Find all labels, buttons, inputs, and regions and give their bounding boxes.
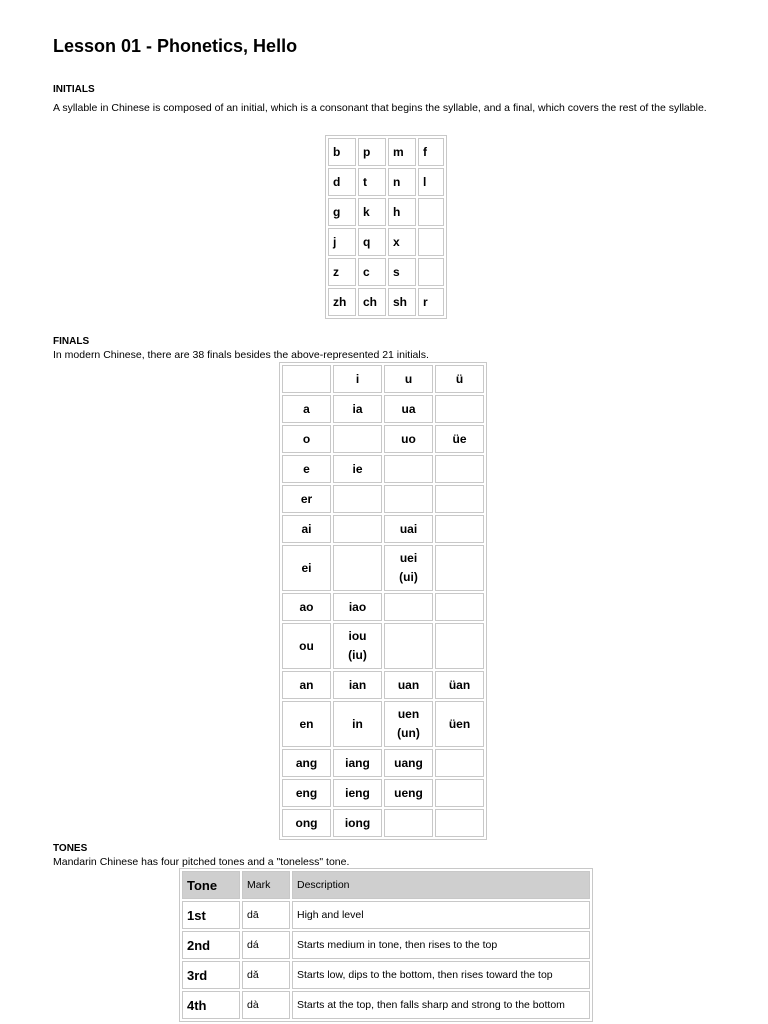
- finals-row-cell: uo: [384, 425, 433, 453]
- finals-row-cell: ua: [384, 395, 433, 423]
- finals-row-cell: [333, 545, 382, 591]
- initials-row-cell: t: [358, 168, 386, 196]
- finals-row-cell: er: [282, 485, 331, 513]
- finals-row-cell: ian: [333, 671, 382, 699]
- finals-row-cell: [282, 365, 331, 393]
- tones-cell: 1st: [182, 901, 240, 929]
- initials-row: [328, 258, 444, 286]
- finals-row-cell: ia: [333, 395, 382, 423]
- finals-row-cell: [384, 593, 433, 621]
- tones-cell: dǎ: [242, 961, 290, 989]
- finals-row-cell: iang: [333, 749, 382, 777]
- finals-row-cell: [333, 485, 382, 513]
- finals-row-cell: i: [333, 365, 382, 393]
- initials-row-cell: p: [358, 138, 386, 166]
- tones-cell: dā: [242, 901, 290, 929]
- tones-row: [182, 901, 590, 929]
- finals-row: [282, 623, 484, 669]
- tones-row: [182, 931, 590, 959]
- initials-row-cell: r: [418, 288, 444, 316]
- finals-row: [282, 425, 484, 453]
- finals-row: [282, 485, 484, 513]
- initials-row-cell: [418, 258, 444, 286]
- initials-row-cell: [418, 228, 444, 256]
- tones-cell: 3rd: [182, 961, 240, 989]
- initials-row-cell: x: [388, 228, 416, 256]
- tones-cell: Starts low, dips to the bottom, then rises toward the top: [292, 961, 590, 989]
- finals-row: [282, 365, 484, 393]
- finals-row-cell: ao: [282, 593, 331, 621]
- finals-row-cell: [384, 623, 433, 669]
- initials-row: [328, 138, 444, 166]
- finals-row-cell: uei (ui): [384, 545, 433, 591]
- finals-row-cell: ai: [282, 515, 331, 543]
- finals-row-cell: ei: [282, 545, 331, 591]
- initials-row: [328, 198, 444, 226]
- finals-row-cell: uan: [384, 671, 433, 699]
- initials-row-cell: b: [328, 138, 356, 166]
- finals-row: [282, 515, 484, 543]
- finals-row-cell: ou: [282, 623, 331, 669]
- finals-row-cell: ueng: [384, 779, 433, 807]
- finals-heading: FINALS: [53, 336, 90, 347]
- finals-row-cell: [435, 485, 484, 513]
- finals-row-cell: [435, 749, 484, 777]
- finals-row: [282, 593, 484, 621]
- finals-row-cell: [435, 623, 484, 669]
- tones-intro: Mandarin Chinese has four pitched tones and a "toneless" tone.: [53, 856, 350, 868]
- finals-row: [282, 545, 484, 591]
- tones-cell: dà: [242, 991, 290, 1019]
- finals-row-cell: a: [282, 395, 331, 423]
- finals-row-cell: üen: [435, 701, 484, 747]
- tones-header-row: [182, 871, 590, 899]
- tones-cell: Starts at the top, then falls sharp and strong to the bottom: [292, 991, 590, 1019]
- initials-row: [328, 168, 444, 196]
- finals-row-cell: e: [282, 455, 331, 483]
- tones-header-cell: Description: [292, 871, 590, 899]
- finals-row-cell: [333, 425, 382, 453]
- initials-row-cell: zh: [328, 288, 356, 316]
- finals-row-cell: o: [282, 425, 331, 453]
- finals-row-cell: uen (un): [384, 701, 433, 747]
- initials-row-cell: d: [328, 168, 356, 196]
- finals-intro: In modern Chinese, there are 38 finals besides the above-represented 21 initials.: [53, 349, 429, 361]
- tones-heading: TONES: [53, 843, 88, 854]
- finals-row-cell: ieng: [333, 779, 382, 807]
- tones-header-cell: Tone: [182, 871, 240, 899]
- finals-row-cell: [435, 545, 484, 591]
- finals-row: [282, 671, 484, 699]
- initials-row-cell: j: [328, 228, 356, 256]
- finals-row-cell: üan: [435, 671, 484, 699]
- initials-row-cell: [418, 198, 444, 226]
- finals-row-cell: uang: [384, 749, 433, 777]
- initials-row-cell: g: [328, 198, 356, 226]
- finals-row-cell: in: [333, 701, 382, 747]
- finals-row-cell: iou (iu): [333, 623, 382, 669]
- finals-row-cell: [333, 515, 382, 543]
- initials-row: [328, 288, 444, 316]
- finals-row-cell: üe: [435, 425, 484, 453]
- initials-table: [325, 135, 447, 319]
- finals-row-cell: [384, 809, 433, 837]
- finals-row-cell: iong: [333, 809, 382, 837]
- finals-row-cell: eng: [282, 779, 331, 807]
- initials-row-cell: k: [358, 198, 386, 226]
- tones-table: [179, 868, 593, 1022]
- initials-row-cell: c: [358, 258, 386, 286]
- finals-row-cell: [384, 455, 433, 483]
- finals-row-cell: [435, 455, 484, 483]
- finals-row-cell: en: [282, 701, 331, 747]
- finals-row-cell: ie: [333, 455, 382, 483]
- finals-row: [282, 395, 484, 423]
- finals-table: [279, 362, 487, 840]
- finals-row-cell: [435, 593, 484, 621]
- finals-row-cell: [435, 395, 484, 423]
- initials-heading: INITIALS: [53, 84, 95, 95]
- initials-row: [328, 228, 444, 256]
- finals-row: [282, 455, 484, 483]
- page-title: Lesson 01 - Phonetics, Hello: [53, 36, 298, 56]
- tones-cell: Starts medium in tone, then rises to the top: [292, 931, 590, 959]
- finals-row-cell: [435, 809, 484, 837]
- finals-row-cell: an: [282, 671, 331, 699]
- initials-row-cell: s: [388, 258, 416, 286]
- finals-row-cell: ong: [282, 809, 331, 837]
- finals-row: [282, 809, 484, 837]
- initials-row-cell: f: [418, 138, 444, 166]
- finals-row-cell: ang: [282, 749, 331, 777]
- initials-row-cell: n: [388, 168, 416, 196]
- tones-header-cell: Mark: [242, 871, 290, 899]
- finals-row-cell: iao: [333, 593, 382, 621]
- tones-cell: 4th: [182, 991, 240, 1019]
- initials-row-cell: h: [388, 198, 416, 226]
- tones-cell: High and level: [292, 901, 590, 929]
- initials-row-cell: ch: [358, 288, 386, 316]
- initials-row-cell: q: [358, 228, 386, 256]
- finals-row-cell: [384, 485, 433, 513]
- initials-row-cell: sh: [388, 288, 416, 316]
- initials-row-cell: m: [388, 138, 416, 166]
- finals-row-cell: u: [384, 365, 433, 393]
- tones-row: [182, 991, 590, 1019]
- finals-row-cell: [435, 779, 484, 807]
- initials-row-cell: l: [418, 168, 444, 196]
- finals-row-cell: ü: [435, 365, 484, 393]
- tones-cell: 2nd: [182, 931, 240, 959]
- finals-row: [282, 779, 484, 807]
- tones-row: [182, 961, 590, 989]
- finals-row-cell: uai: [384, 515, 433, 543]
- finals-row-cell: [435, 515, 484, 543]
- finals-row: [282, 749, 484, 777]
- initials-row-cell: z: [328, 258, 356, 286]
- tones-cell: dá: [242, 931, 290, 959]
- finals-row: [282, 701, 484, 747]
- initials-intro: A syllable in Chinese is composed of an initial, which is a consonant that begins the syllable, and a final, which covers the rest of the syllable.: [53, 102, 707, 114]
